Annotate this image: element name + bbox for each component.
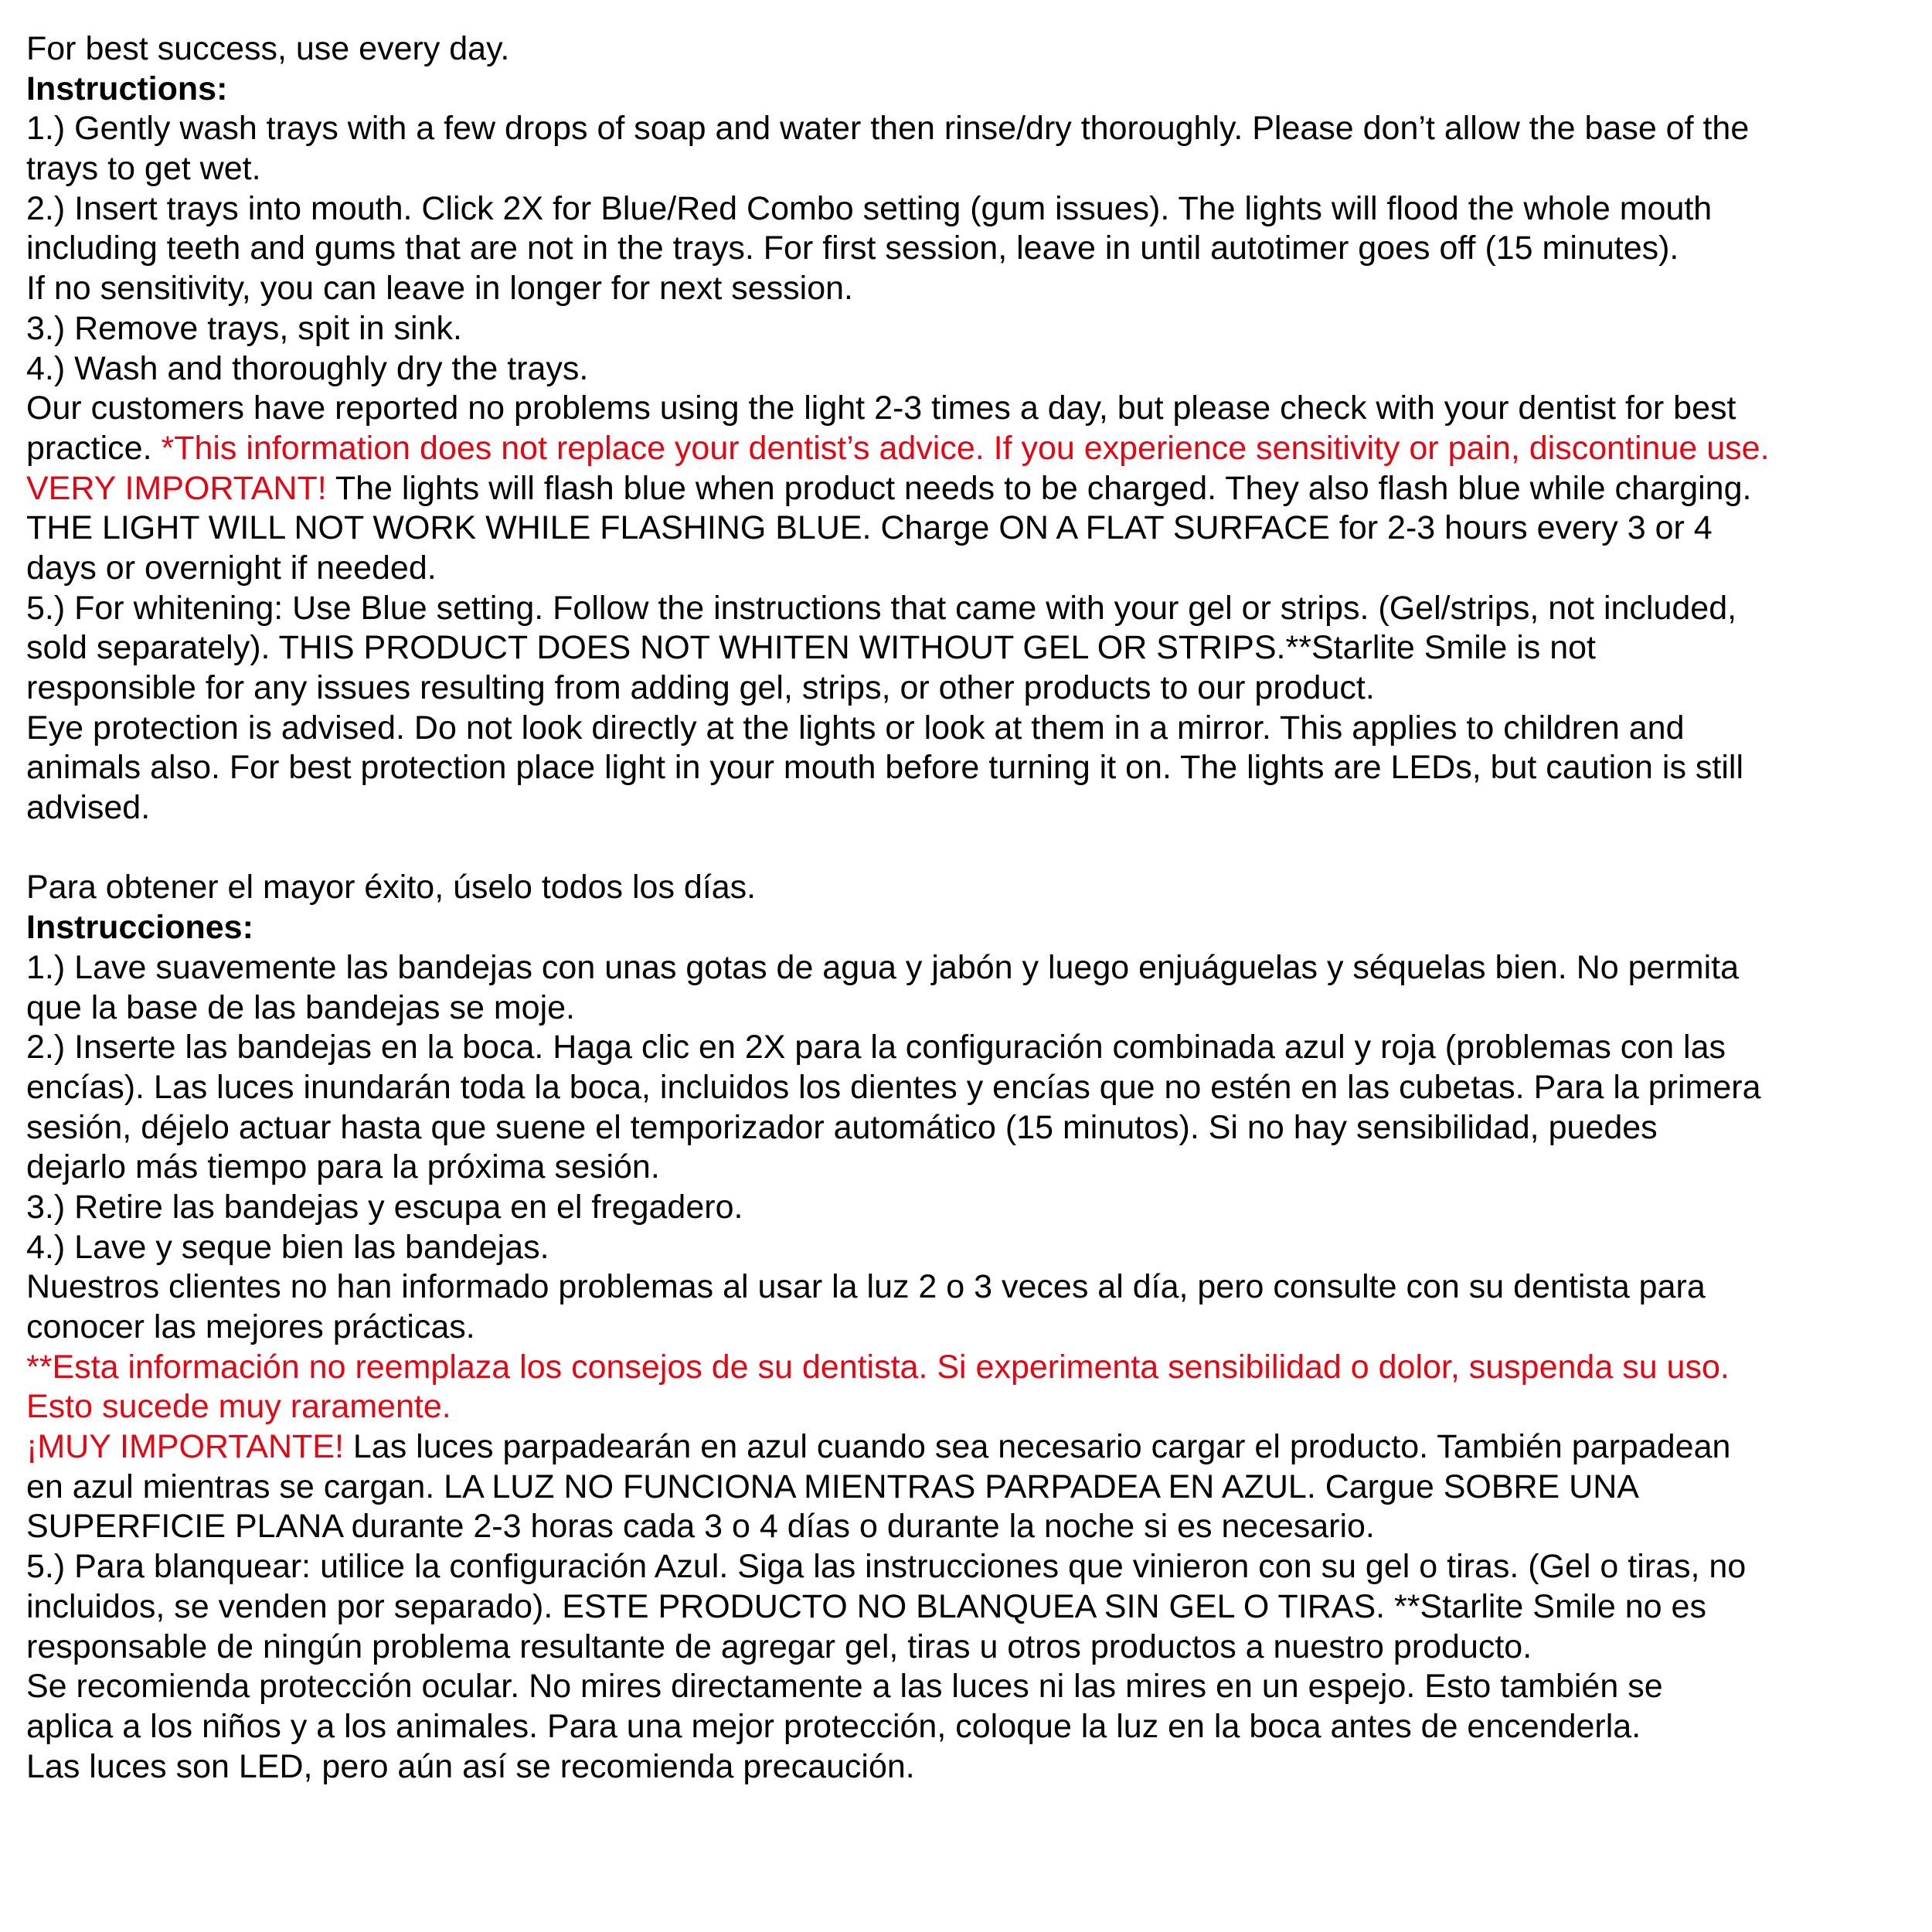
spanish-intro: Para obtener el mayor éxito, úselo todos los días. [26, 869, 757, 906]
english-step1-line1: 1.) Gently wash trays with a few drops of soap and water then rinse/dry thoroughly. Please don’t allow the base of the [26, 110, 1750, 148]
spanish-step2-line1: 2.) Inserte las bandejas en la boca. Haga clic en 2X para la configuración combinada azul y roja (problemas con las [26, 1029, 1726, 1066]
english-step1-line2: trays to get wet. [26, 150, 261, 188]
spanish-step5-line2: incluidos, se venden por separado). ESTE PRODUCTO NO BLANQUEA SIN GEL O TIRAS. **Starlite Smile no es [26, 1587, 1706, 1625]
english-important-line2: THE LIGHT WILL NOT WORK WHILE FLASHING BLUE. Charge ON A FLAT SURFACE for 2-3 hours every 3 or 4 [26, 509, 1713, 547]
spanish-customers-line1: Nuestros clientes no han informado problemas al usar la luz 2 o 3 veces al día, pero consulte con su dentista para [26, 1268, 1706, 1306]
english-customers-line2 [26, 429, 1917, 469]
spanish-step3: 3.) Retire las bandejas y escupa en el fregadero. [26, 1188, 743, 1226]
spanish-step2-line2: encías). Las luces inundarán toda la boca, incluidos los dientes y encías que no estén en las cubetas. Para la primera [26, 1068, 1761, 1106]
english-important-line3: days or overnight if needed. [26, 549, 437, 587]
english-customers-line1: Our customers have reported no problems using the light 2-3 times a day, but please check with your dentist for best [26, 389, 1736, 427]
instructions-document [26, 29, 1917, 1787]
english-disclaimer: *This information does not replace your dentist’s advice. If you experience sensitivity or pain, discontinue use. [161, 429, 1770, 467]
spanish-important-line2: en azul mientras se cargan. LA LUZ NO FUNCIONA MIENTRAS PARPADEA EN AZUL. Cargue SOBRE UNA [26, 1468, 1639, 1505]
spanish-step4: 4.) Lave y seque bien las bandejas. [26, 1228, 549, 1266]
spanish-step1-line2: que la base de las bandejas se moje. [26, 988, 575, 1026]
spanish-step5-line1: 5.) Para blanquear: utilice la configuración Azul. Siga las instrucciones que vinieron con su gel o tiras. (Gel o tiras, no [26, 1548, 1747, 1586]
english-step3: 3.) Remove trays, spit in sink. [26, 309, 462, 347]
spanish-heading: Instrucciones: [26, 909, 253, 947]
spanish-step2-line4: dejarlo más tiempo para la próxima sesión. [26, 1148, 660, 1186]
spanish-customers-line2: conocer las mejores prácticas. [26, 1308, 475, 1345]
spanish-important-text: Las luces parpadearán en azul cuando sea necesario cargar el producto. También parpadean [343, 1428, 1731, 1466]
english-eye-line3: advised. [26, 789, 151, 827]
english-eye-line1: Eye protection is advised. Do not look directly at the lights or look at them in a mirror. This applies to children and [26, 709, 1685, 747]
english-step2-line2: including teeth and gums that are not in the trays. For first session, leave in until autotimer goes off (15 minutes). [26, 230, 1679, 267]
english-practice-text: practice. [26, 429, 162, 467]
spanish-instructions [26, 868, 1917, 1787]
spanish-eye-line2: aplica a los niños y a los animales. Para una mejor protección, coloque la luz en la boca antes de encenderla. [26, 1707, 1641, 1745]
spanish-step2-line3: sesión, déjelo actuar hasta que suene el temporizador automático (15 minutos). Si no hay sensibilidad, puedes [26, 1108, 1658, 1146]
section-divider-space [26, 828, 1917, 869]
english-step2-line1: 2.) Insert trays into mouth. Click 2X for Blue/Red Combo setting (gum issues). The lights will flood the whole mouth [26, 189, 1713, 227]
english-important-line1 [26, 469, 1917, 509]
spanish-eye-line1: Se recomienda protección ocular. No mires directamente a las luces ni las mires en un espejo. Esto también se [26, 1668, 1663, 1706]
english-important-label: VERY IMPORTANT! [26, 469, 327, 507]
english-instructions [26, 29, 1917, 828]
spanish-step5-line3: responsable de ningún problema resultante de agregar gel, tiras u otros productos a nuestro producto. [26, 1628, 1532, 1665]
spanish-disclaimer-line1: **Esta información no reemplaza los consejos de su dentista. Si experimenta sensibilidad o dolor, suspenda su uso. [26, 1348, 1730, 1386]
spanish-disclaimer-line2: Esto sucede muy raramente. [26, 1388, 451, 1426]
spanish-important-label: ¡MUY IMPORTANTE! [26, 1428, 344, 1466]
spanish-eye-line3: Las luces son LED, pero aún así se recomienda precaución. [26, 1747, 915, 1785]
english-step5-line1: 5.) For whitening: Use Blue setting. Follow the instructions that came with your gel or strips. (Gel/strips, not included, [26, 589, 1737, 627]
english-step5-line2: sold separately). THIS PRODUCT DOES NOT WHITEN WITHOUT GEL OR STRIPS.**Starlite Smile is not [26, 629, 1596, 667]
english-eye-line2: animals also. For best protection place light in your mouth before turning it on. The lights are LEDs, but caution is still [26, 749, 1744, 787]
english-step5-line3: responsible for any issues resulting from adding gel, strips, or other products to our product. [26, 669, 1375, 706]
english-important-text: The lights will flash blue when product needs to be charged. They also flash blue while charging. [326, 469, 1752, 507]
english-step4: 4.) Wash and thoroughly dry the trays. [26, 349, 589, 387]
spanish-step1-line1: 1.) Lave suavemente las bandejas con unas gotas de agua y jabón y luego enjuáguelas y séquelas bien. No permita [26, 948, 1739, 986]
spanish-important-line3: SUPERFICIE PLANA durante 2-3 horas cada 3 o 4 días o durante la noche si es necesario. [26, 1508, 1375, 1546]
english-heading: Instructions: [26, 70, 228, 107]
spanish-important-line1 [26, 1427, 1917, 1468]
english-intro: For best success, use every day. [26, 30, 510, 67]
english-step2-line3: If no sensitivity, you can leave in longer for next session. [26, 270, 853, 308]
